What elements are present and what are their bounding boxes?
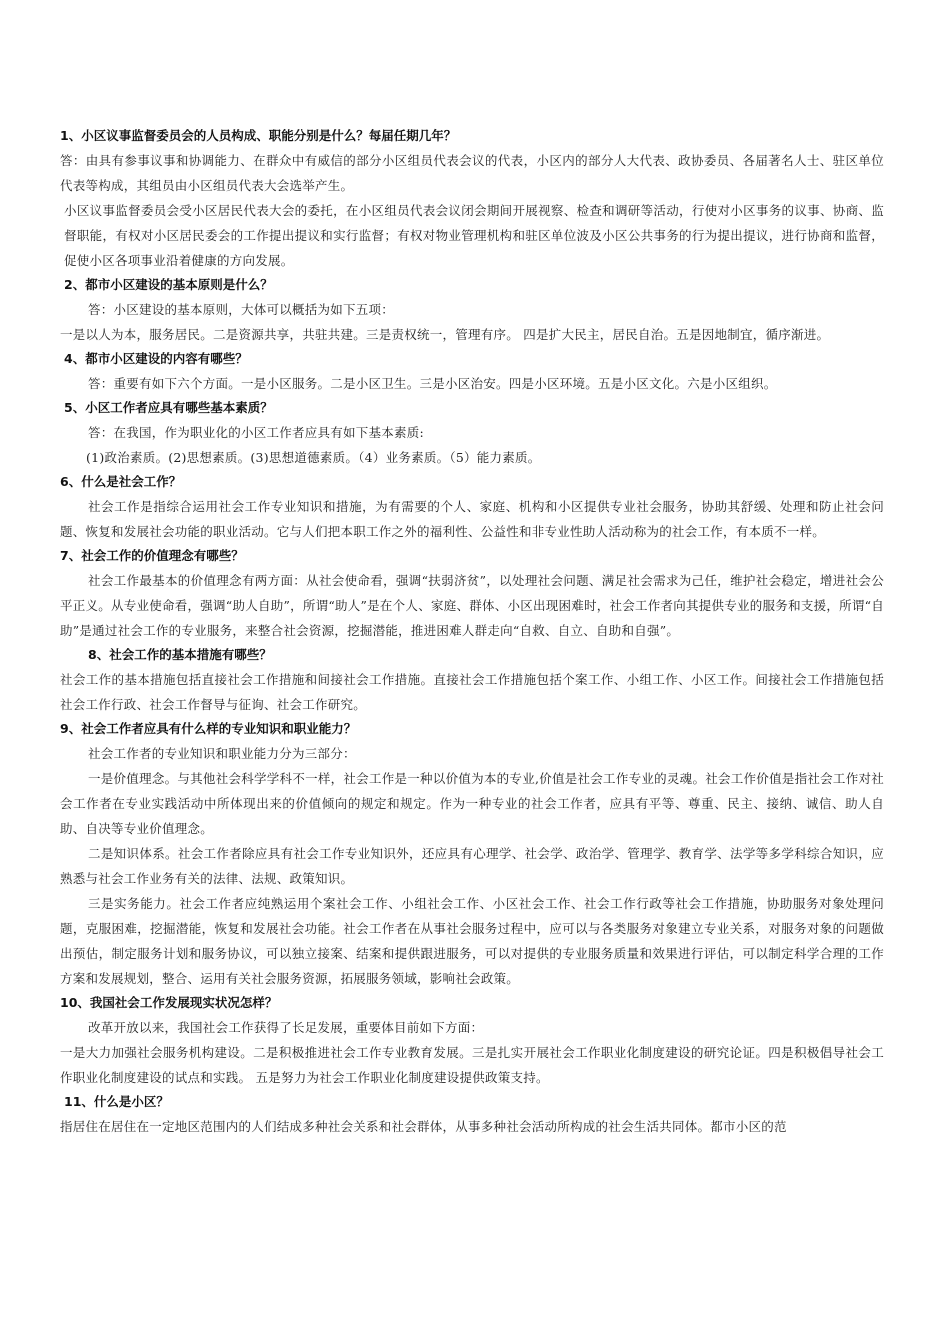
question-1: 1、小区议事监督委员会的人员构成、职能分别是什么？每届任期几年？ [60, 128, 457, 143]
answer-9-para-3: 二是知识体系。社会工作者除应具有社会工作专业知识外，还应具有心理学、社会学、政治学、管理学、教育学、法学等多学科综合知识，应熟悉与社会工作业务有关的法律、法规、政策知识。 [60, 846, 884, 886]
answer-10-para-1: 改革开放以来，我国社会工作获得了长足发展，重要体目前如下方面： [88, 1020, 484, 1035]
answer-5-para-2: (1)政治素质。(2)思想素质。(3)思想道德素质。（4）业务素质。（5）能力素质。 [86, 450, 541, 465]
answer-2-para-2: 一是以人为本，服务居民。二是资源共享，共驻共建。三是责权统一，管理有序。 四是扩大民主，居民自治。五是因地制宜，循序渐进。 [60, 327, 830, 342]
question-6: 6、什么是社会工作？ [60, 474, 182, 489]
question-10: 10、我国社会工作发展现实状况怎样？ [60, 995, 278, 1010]
question-5: 5、小区工作者应具有哪些基本素质？ [64, 400, 273, 415]
document-body [60, 124, 884, 1139]
answer-10-para-2: 一是大力加强社会服务机构建设。二是积极推进社会工作专业教育发展。三是扎实开展社会工作职业化制度建设的研究论证。四是积极倡导社会工作职业化制度建设的试点和实践。 五是努力为社会工作职业化制度建设提供政策支持。 [60, 1045, 884, 1085]
question-9: 9、社会工作者应具有什么样的专业知识和职业能力？ [60, 721, 357, 736]
answer-1-para-1: 答：由具有参事议事和协调能力、在群众中有威信的部分小区组员代表会议的代表，小区内的部分人大代表、政协委员、各届著名人士、驻区单位代表等构成，其组员由小区组员代表大会选举产生。 [60, 153, 884, 193]
answer-5-para-1: 答：在我国，作为职业化的小区工作者应具有如下基本素质: [88, 425, 424, 440]
question-7: 7、社会工作的价值理念有哪些？ [60, 548, 244, 563]
answer-8-para-1: 社会工作的基本措施包括直接社会工作措施和间接社会工作措施。直接社会工作措施包括个案工作、小组工作、小区工作。间接社会工作措施包括社会工作行政、社会工作督导与征询、社会工作研究。 [60, 672, 884, 712]
question-2: 2、都市小区建设的基本原则是什么？ [64, 277, 273, 292]
answer-6-para-1: 社会工作是指综合运用社会工作专业知识和措施，为有需要的个人、家庭、机构和小区提供专业社会服务，协助其舒缓、处理和防止社会问题、恢复和发展社会功能的职业活动。它与人们把本职工作之外的福利性、公益性和非专业性助人活动称为的社会工作，有本质不一样。 [60, 499, 884, 539]
answer-4-para-1: 答：重要有如下六个方面。一是小区服务。二是小区卫生。三是小区治安。四是小区环境。五是小区文化。六是小区组织。 [88, 376, 777, 391]
question-8: 8、社会工作的基本措施有哪些？ [88, 647, 272, 662]
answer-2-para-1: 答：小区建设的基本原则，大体可以概括为如下五项： [88, 302, 395, 317]
answer-9-para-4: 三是实务能力。社会工作者应纯熟运用个案社会工作、小组社会工作、小区社会工作、社会工作行政等社会工作措施，协助服务对象处理问题，克服困难，挖掘潜能，恢复和发展社会功能。社会工作者在从事社会服务过程中，应可以与各类服务对象建立专业关系，对服务对象的问题做出预估，制定服务计划和服务协议，可以独立接案、结案和提供跟进服务，可以对提供的专业服务质量和效果进行评估，可以制定科学合理的工作方案和发展规划，整合、运用有关社会服务资源，拓展服务领域，影响社会政策。 [60, 896, 884, 986]
answer-9-para-1: 社会工作者的专业知识和职业能力分为三部分： [88, 746, 356, 761]
answer-11-para-1: 指居住在居住在一定地区范围内的人们结成多种社会关系和社会群体，从事多种社会活动所构成的社会生活共同体。都市小区的范 [60, 1119, 787, 1134]
answer-7-para-1: 社会工作最基本的价值理念有两方面：从社会使命看，强调“扶弱济贫”，以处理社会问题、满足社会需求为己任，维护社会稳定，增进社会公平正义。从专业使命看，强调“助人自助”，所谓“助人”是在个人、家庭、群体、小区出现困难时，社会工作者向其提供专业的服务和支援，所谓“自助”是通过社会工作的专业服务，来整合社会资源，挖掘潜能，推进困难人群走向“自救、自立、自助和自强”。 [60, 573, 884, 638]
answer-9-para-2: 一是价值理念。与其他社会科学学科不一样，社会工作是一种以价值为本的专业,价值是社会工作专业的灵魂。社会工作价值是指社会工作对社会工作者在专业实践活动中所体现出来的价值倾向的规定和规定。作为一种专业的社会工作者，应具有平等、尊重、民主、接纳、诚信、助人自助、自决等专业价值理念。 [60, 771, 884, 836]
question-11: 11、什么是小区？ [64, 1094, 169, 1109]
answer-1-para-2: 小区议事监督委员会受小区居民代表大会的委托，在小区组员代表会议闭会期间开展视察、检查和调研等活动，行使对小区事务的议事、协商、监督职能，有权对小区居民委会的工作提出提议和实行监督；有权对物业管理机构和驻区单位波及小区公共事务的行为提出提议，进行协商和监督，促使小区各项事业沿着健康的方向发展。 [64, 203, 884, 268]
question-4: 4、都市小区建设的内容有哪些？ [64, 351, 248, 366]
